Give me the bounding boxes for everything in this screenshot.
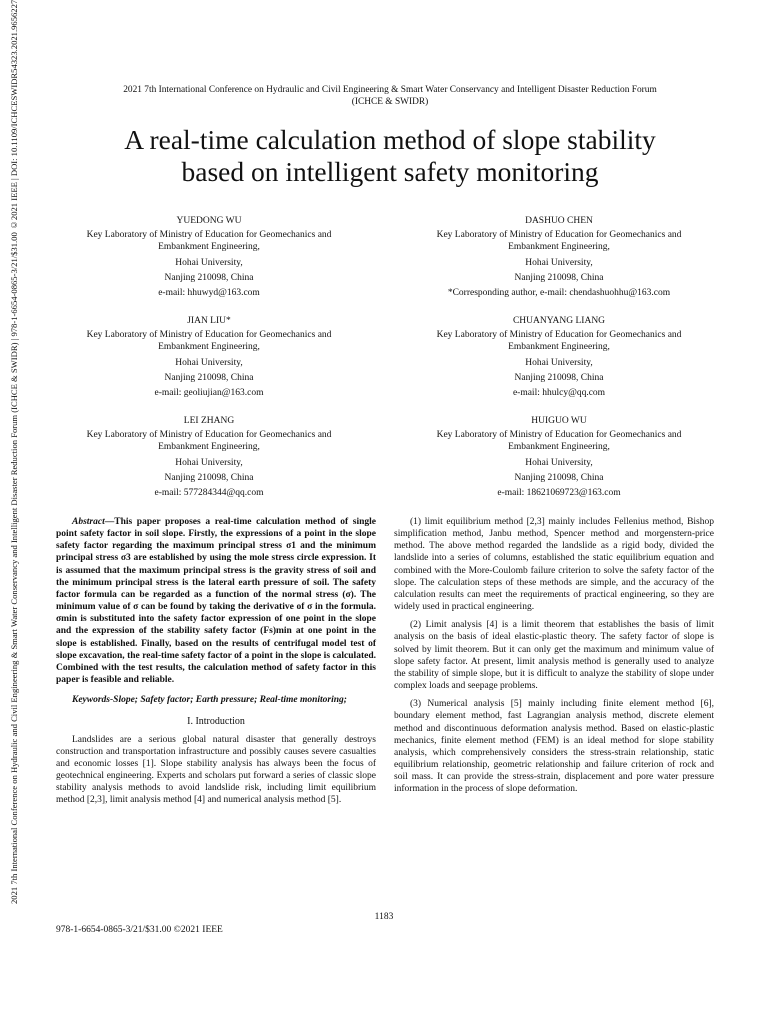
- author-city: Nanjing 210098, China: [164, 373, 254, 383]
- author-email: *Corresponding author, e-mail: chendashuohhu@163.com: [447, 288, 671, 298]
- author-email: e-mail: 18621069723@163.com: [497, 488, 621, 498]
- author-university: Hohai University,: [525, 258, 593, 268]
- author-affiliation: Key Laboratory of Ministry of Education for Geomechanics and Embankment Engineering,: [86, 330, 332, 352]
- abstract-label: Abstract: [72, 517, 105, 527]
- author-affiliation: Key Laboratory of Ministry of Education for Geomechanics and Embankment Engineering,: [436, 230, 682, 252]
- conference-header: [40, 84, 740, 108]
- abstract: [56, 516, 376, 686]
- author-block: [394, 414, 724, 501]
- author-city: Nanjing 210098, China: [164, 473, 254, 483]
- author-email: e-mail: hhuwyd@163.com: [158, 288, 260, 298]
- title-line-1: A real-time calculation method of slope stability: [124, 124, 656, 155]
- author-affiliation: Key Laboratory of Ministry of Education for Geomechanics and Embankment Engineering,: [436, 430, 682, 452]
- author-university: Hohai University,: [175, 358, 243, 368]
- author-city: Nanjing 210098, China: [514, 473, 604, 483]
- author-email: e-mail: geoliujian@163.com: [154, 388, 264, 398]
- author-affiliation: Key Laboratory of Ministry of Education for Geomechanics and Embankment Engineering,: [436, 330, 682, 352]
- author-name: LEI ZHANG: [183, 416, 235, 426]
- right-column: [394, 516, 714, 801]
- author-affiliation: Key Laboratory of Ministry of Education for Geomechanics and Embankment Engineering,: [86, 430, 332, 452]
- author-affiliation: Key Laboratory of Ministry of Education for Geomechanics and Embankment Engineering,: [86, 230, 332, 252]
- conference-line-2: (ICHCE & SWIDR): [351, 97, 429, 107]
- author-university: Hohai University,: [525, 458, 593, 468]
- author-block: [394, 214, 724, 301]
- author-university: Hohai University,: [175, 258, 243, 268]
- keywords: Keywords-Slope; Safety factor; Earth pressure; Real-time monitoring;: [72, 695, 347, 706]
- author-block: [44, 214, 374, 301]
- author-name: CHUANYANG LIANG: [512, 316, 606, 326]
- author-name: HUIGUO WU: [531, 416, 587, 426]
- body-paragraph: (2) Limit analysis [4] is a limit theorem that establishes the basis of limit analysis on the basis of ideal elastic-plastic theory. The safety factor of slope is solved by limit theorem. But it can only get the maximum and minimum value of slope safety factor. At present, limit analysis method is generally used to analyze the stability of simple slope, but it is difficult to analyze the stability of slope under complex loads and seepage problems.: [394, 620, 714, 692]
- author-block: [44, 314, 374, 401]
- body-paragraph: (1) limit equilibrium method [2,3] mainly includes Fellenius method, Bishop simplification method, Janbu method, Spencer method and morgenstern-price method. The above method regarded the landslide as a rigid body, divided the landslide into a series of columns, established the static equilibrium equation and combined with the More-Coulomb failure criterion to solve the safety factor of the slope. The calculation steps of these methods are simple, and the accuracy of the calculation results can meet the requirements of practical engineering, so they are widely used in practical engineering.: [394, 517, 714, 613]
- author-city: Nanjing 210098, China: [514, 373, 604, 383]
- author-block: [394, 314, 724, 401]
- author-university: Hohai University,: [525, 358, 593, 368]
- section-heading: I. Introduction: [187, 716, 245, 728]
- author-email: e-mail: hhulcy@qq.com: [512, 388, 606, 398]
- abstract-text: —This paper proposes a real-time calculation method of single point safety factor in soil slope. Firstly, the expressions of a point in the slope safety factor regarding the maximum principal stress σ1 and the minimum principal stress σ3 are established by using the mole stress circle expression. It is assumed that the maximum principal stress is the gravity stress of soil and the minimum principal stress is the lateral earth pressure of soil. The safety factor formula can be regarded as a function of the normal stress (σ). The minimum value of σ can be found by taking the derivative of σ in the formula. σmin is substituted into the safety factor expression of one point in the slope and the expression of the stability safety factor (Fs)min at one point in the slope is established. Finally, based on the results of centrifugal model test of slope excavation, the real-time safety factor of a point in the slope is calculated. Combined with the test results, the calculation method of safety factor in this paper is feasible and reliable.: [56, 517, 376, 686]
- paper-title: [40, 124, 740, 188]
- body-paragraph: Landslides are a serious global natural disaster that generally destroys construction and transportation infrastructure and possibly causes severe casualties and economic losses [1]. Slope stability analysis has always been the focus of geotechnical engineering. Experts and scholars put forward a series of classic slope stability analysis methods to avoid landslide risk, including limit equilibrium method [2,3], limit analysis method [4] and numerical analysis method [5].: [56, 734, 376, 806]
- author-name: JIAN LIU*: [187, 316, 231, 326]
- body-paragraph: (3) Numerical analysis [5] mainly including finite element method [6], boundary element method, fast Lagrangian analysis method, discrete element method and discontinuous deformation analysis method. Based on elastic-plastic mechanics, finite element method (FEM) is an ideal method for slope stability analysis, which comprehensively considers the stress-strain relationship, static equilibrium relationship, geometric relationship and failure criterion of rock and soil mass. It can provide the stress-strain, displacement and pore water pressure information in the process of slope deformation.: [394, 699, 714, 795]
- author-city: Nanjing 210098, China: [514, 273, 604, 283]
- copyright-notice: 978-1-6654-0865-3/21/$31.00 ©2021 IEEE: [56, 925, 223, 935]
- author-university: Hohai University,: [175, 458, 243, 468]
- author-city: Nanjing 210098, China: [164, 273, 254, 283]
- title-line-2: based on intelligent safety monitoring: [181, 156, 599, 187]
- author-email: e-mail: 577284344@qq.com: [154, 488, 264, 498]
- author-block: [44, 414, 374, 501]
- left-column: [56, 516, 376, 812]
- doi-sidebar: 2021 7th International Conference on Hydraulic and Civil Engineering & Smart Water Conservancy and Intelligent Disaster Reduction Forum (ICHCE & SWIDR) | 978-1-6654-0865-3/21/$31.00 ©2021 IEEE | DOI: 10.1109/ICHCESWIDR54323.2021.9656227: [9, 0, 19, 905]
- conference-line-1: 2021 7th International Conference on Hydraulic and Civil Engineering & Smart Water Conservancy and Intelligent Disaster Reduction Forum: [123, 85, 657, 95]
- author-name: YUEDONG WU: [176, 216, 242, 226]
- page-number: 1183: [374, 912, 394, 922]
- author-name: DASHUO CHEN: [525, 216, 593, 226]
